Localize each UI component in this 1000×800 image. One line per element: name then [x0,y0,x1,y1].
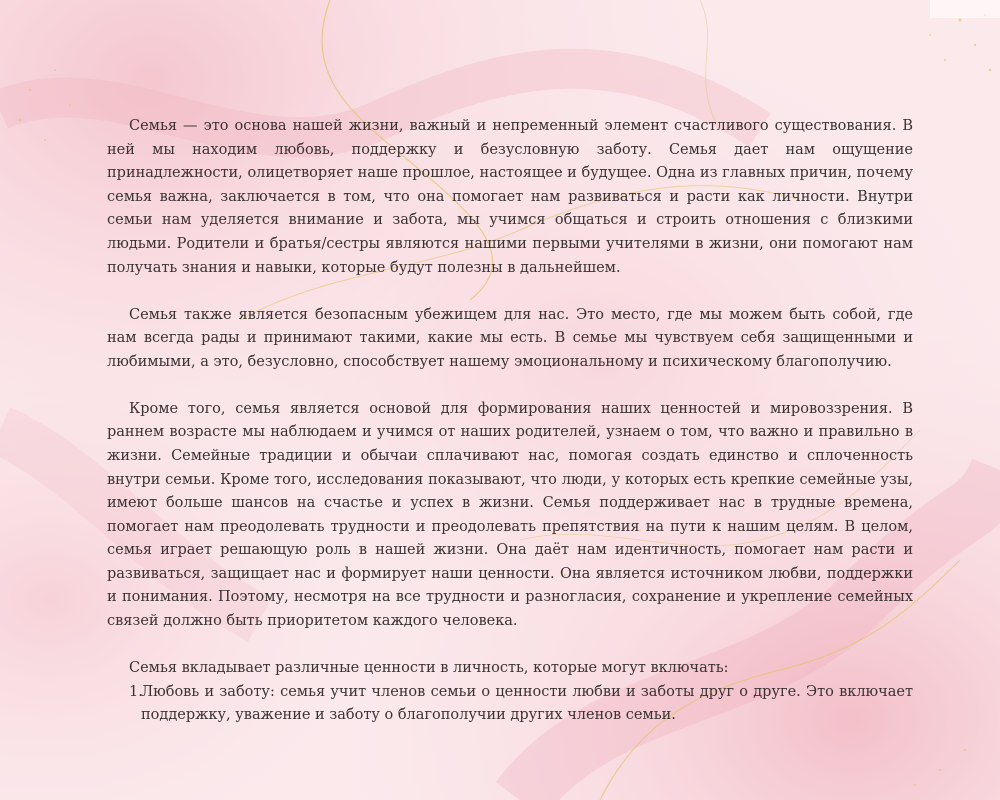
list-intro: Семья вкладывает различные ценности в личность, которые могут включать: [129,660,729,677]
values-list [107,681,913,728]
paragraph-family-values: Кроме того, семья является основой для формирования наших ценностей и мировоззрения. В раннем возрасте мы наблюдаем и учимся от наших родителей, узнаем о том, что важно и правильно в жизни. Семейные традиции и обычаи сплачивают нас, помогая создать единство и сплоченность внутри семьи. Кроме того, исследования показывают, что люди, у которых есть крепкие семейные узы, имеют больше шансов на счастье и успех в жизни. Семья поддерживает нас в трудные времена, помогает нам преодолевать трудности и преодолевать препятствия на пути к нашим целям. В целом, семья играет решающую роль в нашей жизни. Она даёт нам идентичность, помогает нам расти и развиваться, защищает нас и формирует наши ценности. Она является источником любви, поддержки и понимания. Поэтому, несмотря на все трудности и разногласия, сохранение и укрепление семейных связей должно быть приоритетом каждого человека. [107,400,913,630]
list-item [107,681,913,728]
paragraph-family-refuge: Семья также является безопасным убежищем для нас. Это место, где мы можем быть собой, где нам всегда рады и принимают такими, какие мы есть. В семье мы чувствуем себя защищенными и любимыми, а это, безусловно, способствует нашему эмоциональному и психическому благополучию. [107,306,913,370]
paragraph-family-foundation: Семья — это основа нашей жизни, важный и непременный элемент счастливого существования. В ней мы находим любовь, поддержку и безусловную заботу. Семья дает нам ощущение принадлежности, олицетворяет наше прошлое, настоящее и будущее. Одна из главных причин, почему семья важна, заключается в том, что она помогает нам развиваться и расти как личности. Внутри семьи нам уделяется внимание и забота, мы учимся общаться и строить отношения с близкими людьми. Родители и братья/сестры являются нашими первыми учителями в жизни, они помогают нам получать знания и навыки, которые будут полезны в дальнейшем. [107,118,913,276]
document-text [107,115,913,728]
list-item-number: 1. [129,683,143,700]
list-item-text: Любовь и заботу: семья учит членов семьи о ценности любви и заботы друг о друге. Это включает поддержку, уважение и заботу о благополучии других членов семьи. [141,683,913,724]
